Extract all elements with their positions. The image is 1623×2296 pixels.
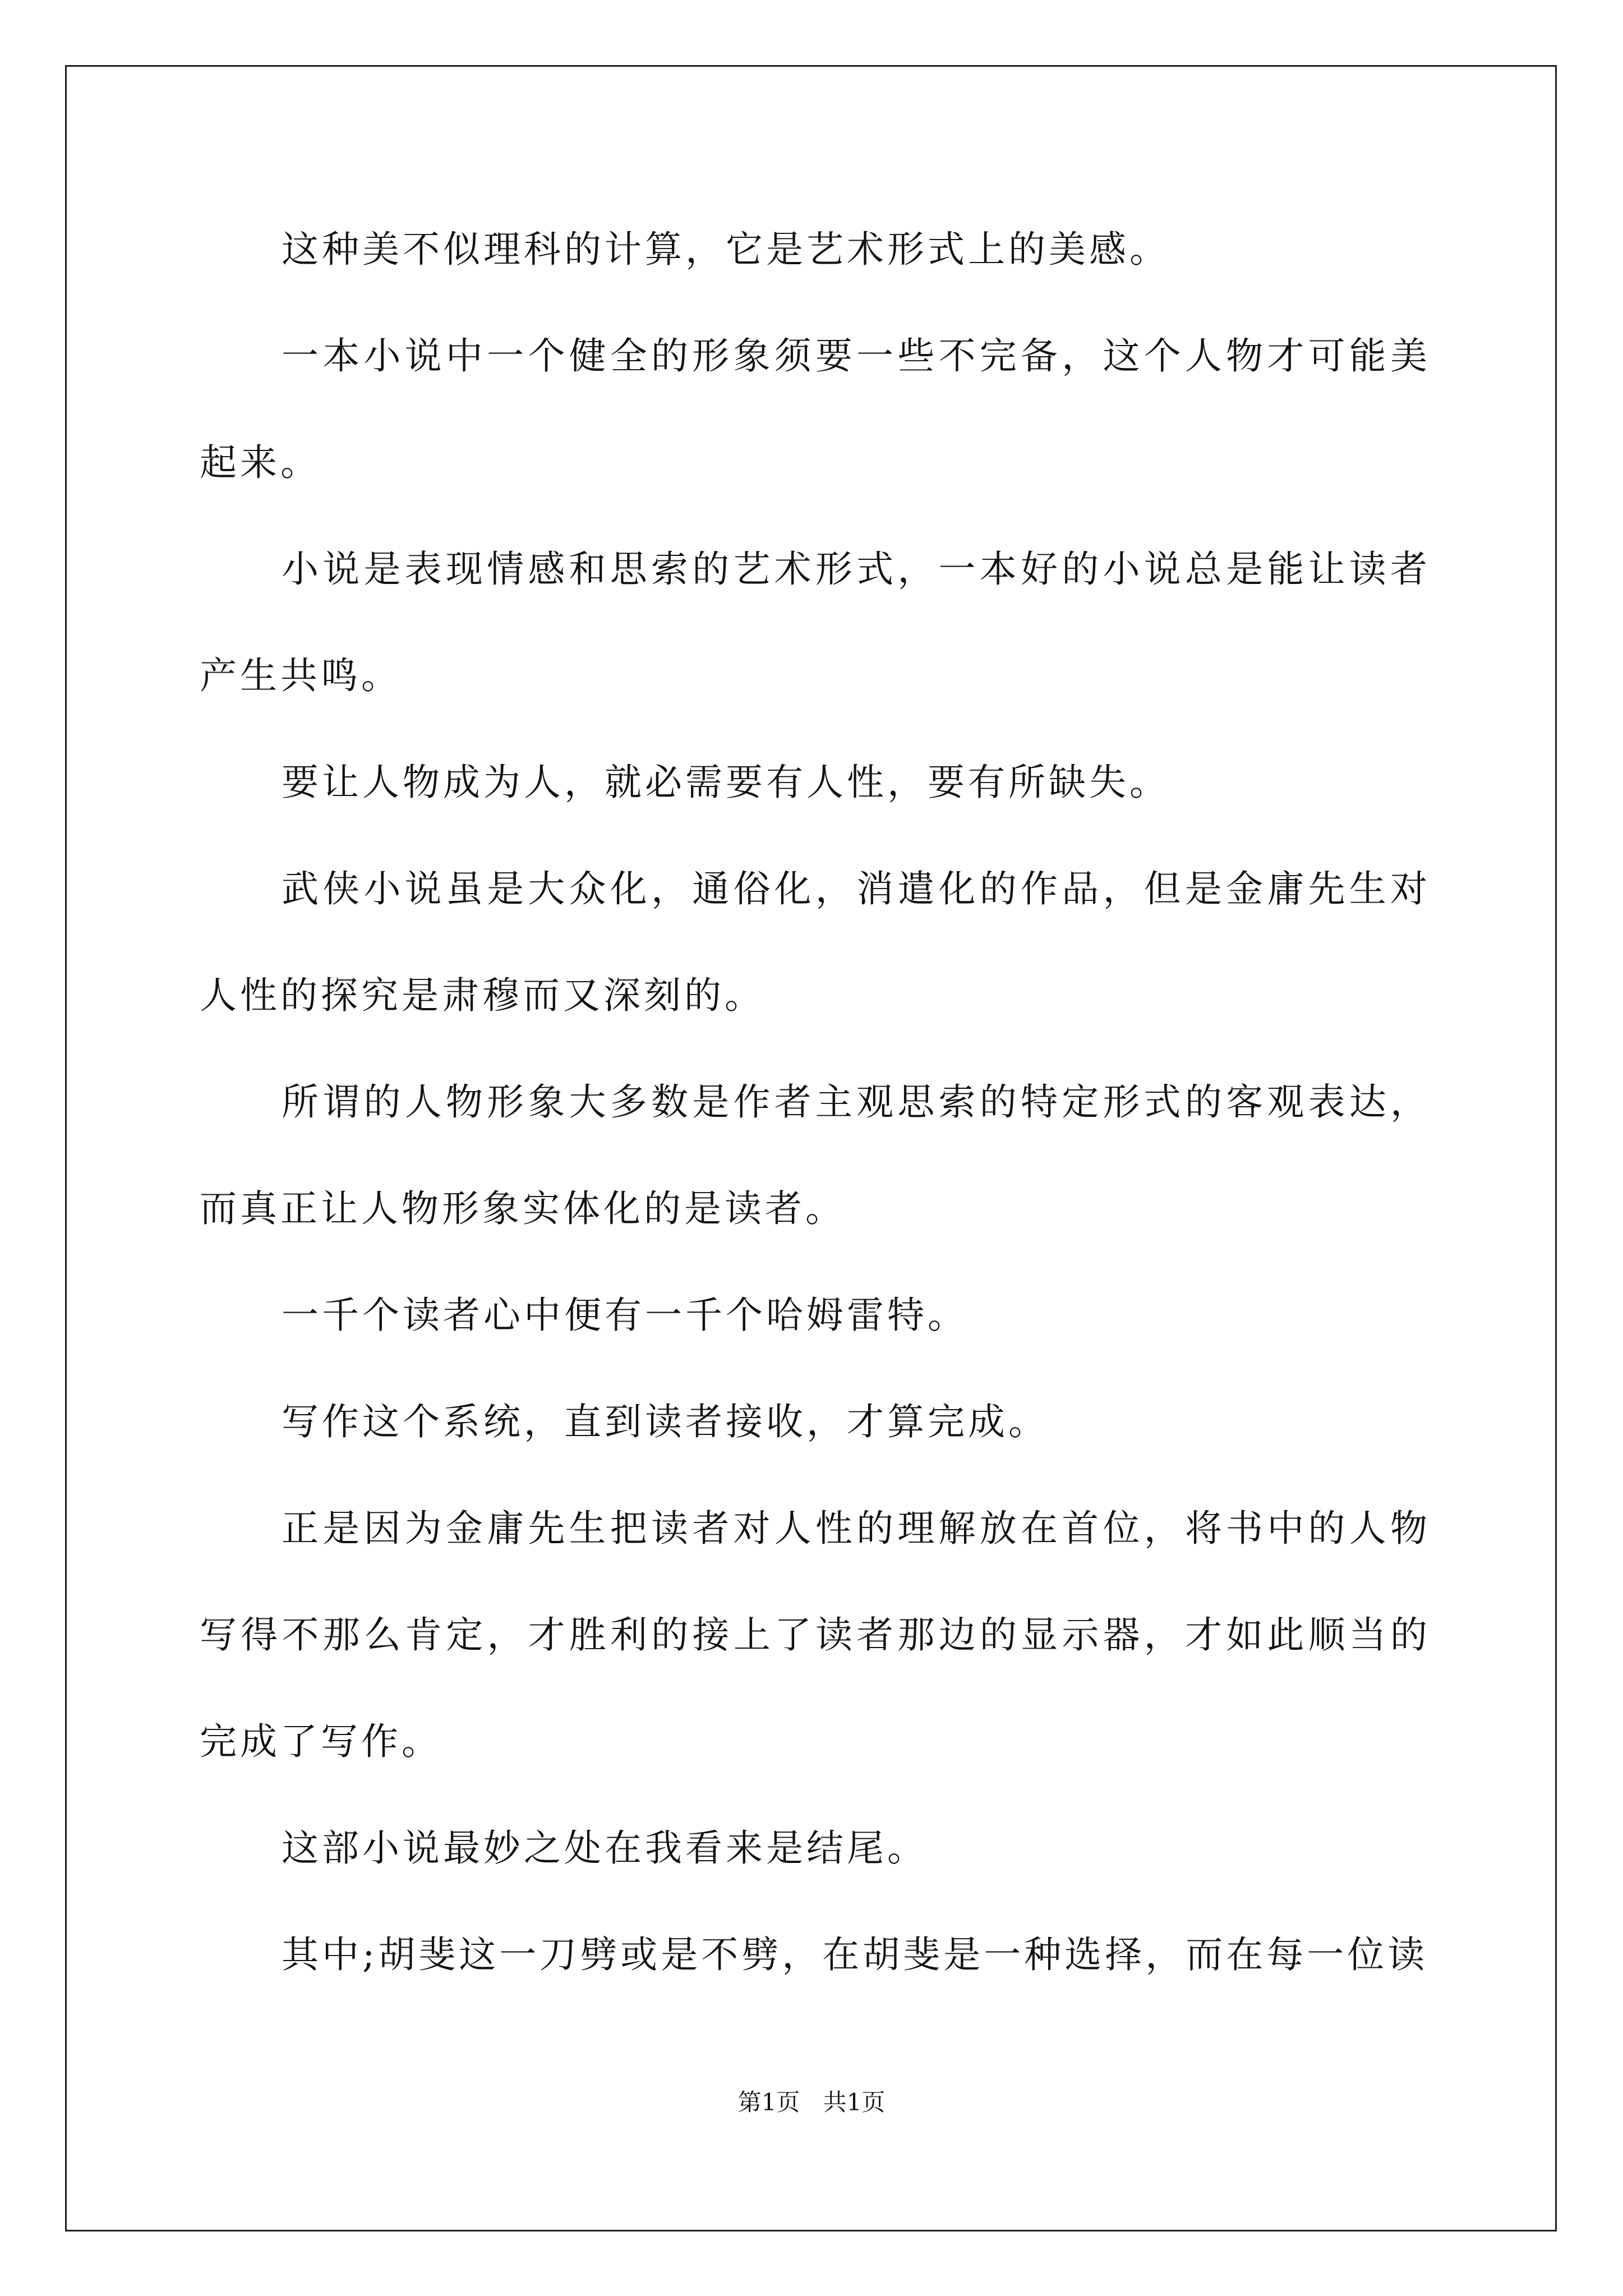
document-body: [200, 196, 1431, 2008]
paragraph: 写作这个系统，直到读者接收，才算完成。: [282, 1400, 1049, 1443]
page-number-total: 共1页: [823, 2088, 886, 2116]
paragraph: 小说是表现情感和思索的艺术形式，一本好的小说总是能让读者产生共鸣。: [200, 547, 1431, 697]
paragraph: 要让人物成为人，就必需要有人性，要有所缺失。: [282, 761, 1170, 804]
paragraph: 这部小说最妙之处在我看来是结尾。: [282, 1826, 928, 1870]
page-footer: [0, 2086, 1623, 2119]
paragraph: 所谓的人物形象大多数是作者主观思索的特定形式的客观表达，而真正让人物形象实体化的是读者。: [200, 1080, 1431, 1230]
paragraph: 武侠小说虽是大众化，通俗化，消遣化的作品，但是金庸先生对人性的探究是肃穆而又深刻的。: [200, 867, 1431, 1017]
page-number-current: 第1页: [737, 2088, 800, 2116]
paragraph: 这种美不似理科的计算，它是艺术形式上的美感。: [282, 228, 1170, 271]
paragraph: 正是因为金庸先生把读者对人性的理解放在首位，将书中的人物写得不那么肯定，才胜利的接上了读者那边的显示器，才如此顺当的完成了写作。: [200, 1507, 1431, 1763]
paragraph: 其中;胡斐这一刀劈或是不劈，在胡斐是一种选择，而在每一位读: [282, 1933, 1428, 1976]
paragraph: 一本小说中一个健全的形象须要一些不完备，这个人物才可能美起来。: [200, 334, 1431, 484]
paragraph: 一千个读者心中便有一千个哈姆雷特。: [282, 1294, 968, 1337]
